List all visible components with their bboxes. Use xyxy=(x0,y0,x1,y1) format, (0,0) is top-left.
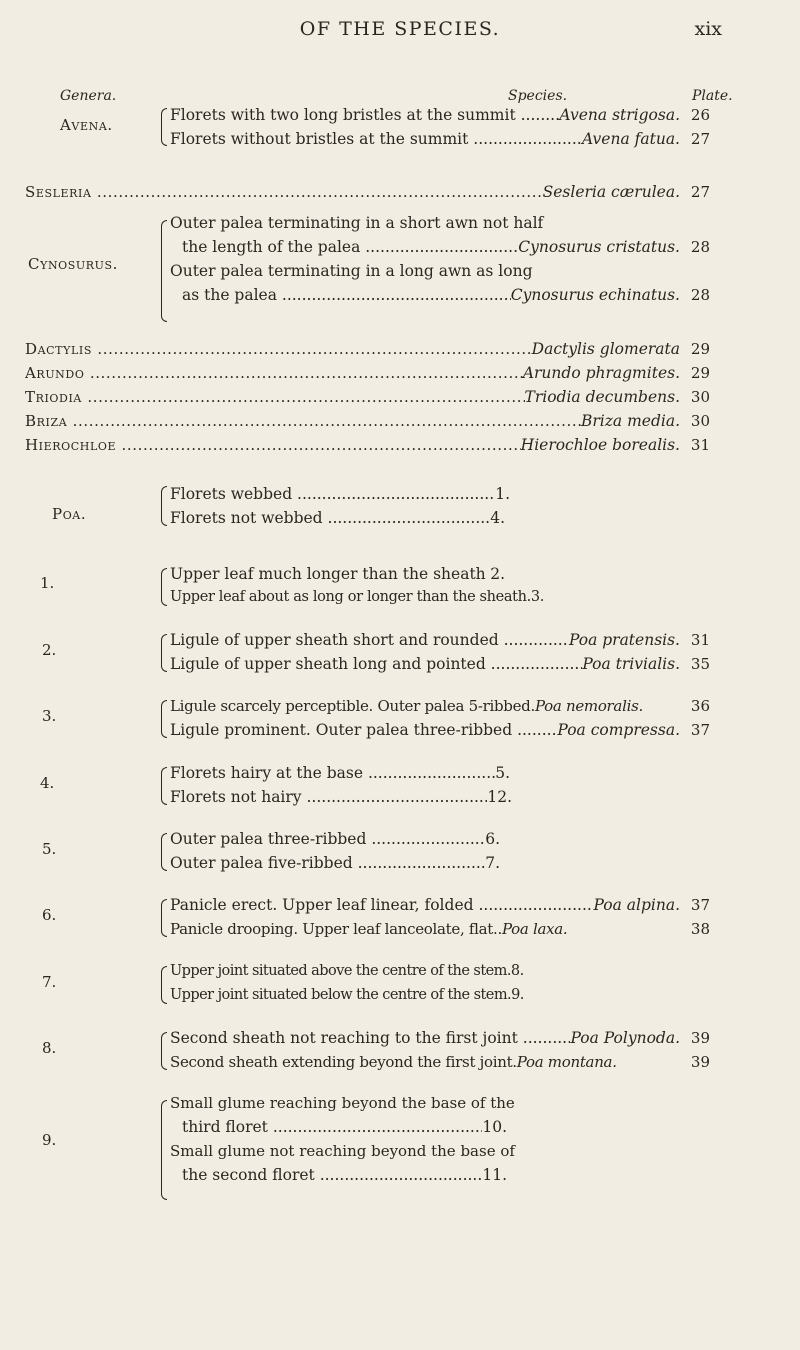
plate-number: 30 xyxy=(690,388,710,406)
plate-number: 27 xyxy=(690,183,710,201)
brace xyxy=(161,700,167,738)
running-head: OF THE SPECIES. xyxy=(299,18,501,40)
key-text: Small glume reaching beyond the base of the xyxy=(170,1094,515,1112)
key-row: Outer palea five-ribbed ..... 7. xyxy=(170,854,500,872)
plate-number: 27 xyxy=(690,130,710,148)
brace xyxy=(161,1032,167,1070)
key-row: Florets not hairy ..... 12. xyxy=(170,788,512,806)
couplet-number: 9. xyxy=(42,1131,57,1149)
key-row: Panicle drooping. Upper leaf lanceolate, flat..Poa laxa. xyxy=(170,920,568,938)
key-row: Upper leaf about as long or longer than the sheath.3. xyxy=(170,589,545,605)
plate-number: 30 xyxy=(690,412,710,430)
key-row: Upper leaf much longer than the sheath ..... 2. xyxy=(170,565,505,583)
plate-number: 37 xyxy=(690,721,710,739)
genus-row-arundo: Arundo ..... Arundo phragmites. xyxy=(25,364,680,382)
key-row: Florets webbed ..... 1. xyxy=(170,485,510,503)
couplet-number: 8. xyxy=(42,1039,57,1057)
plate-number: 31 xyxy=(690,436,710,454)
key-row: Ligule prominent. Outer palea three-ribbed ..... Poa compressa. xyxy=(170,721,680,739)
key-row: third floret ..... 10. xyxy=(182,1118,507,1136)
brace xyxy=(161,767,167,805)
key-row: Upper joint situated above the centre of the stem.8. xyxy=(170,963,524,979)
brace xyxy=(161,568,167,606)
genus-row-hierochloe: Hierochloe ..... Hierochloe borealis. xyxy=(25,436,680,454)
column-head-plate: Plate. xyxy=(692,88,733,104)
key-row: Second sheath extending beyond the first joint.Poa montana. xyxy=(170,1053,617,1071)
brace xyxy=(161,634,167,672)
couplet-number: 6. xyxy=(42,906,57,924)
column-head-genera: Genera. xyxy=(60,88,117,104)
key-row: Florets with two long bristles at the summit ..... Avena strigosa. xyxy=(170,106,680,124)
key-row: the length of the palea ..... Cynosurus cristatus. xyxy=(182,238,680,256)
brace xyxy=(161,220,167,322)
plate-number: 28 xyxy=(690,238,710,256)
key-text: Small glume not reaching beyond the base of xyxy=(170,1142,515,1160)
plate-number: 26 xyxy=(690,106,710,124)
key-row: Florets without bristles at the summit ..... Avena fatua. xyxy=(170,130,680,148)
couplet-number: 3. xyxy=(42,707,57,725)
couplet-number: 7. xyxy=(42,973,57,991)
plate-number: 29 xyxy=(690,340,710,358)
genus-row-dactylis: Dactylis ..... Dactylis glomerata xyxy=(25,340,680,358)
plate-number: 36 xyxy=(690,697,710,715)
brace xyxy=(161,108,167,146)
brace xyxy=(161,966,167,1004)
genus-avena: Avena. xyxy=(60,116,113,134)
couplet-number: 1. xyxy=(40,574,55,592)
plate-number: 28 xyxy=(690,286,710,304)
key-row: Outer palea three-ribbed ..... 6. xyxy=(170,830,500,848)
key-row: the second floret ..... 11. xyxy=(182,1166,507,1184)
page-number: xix xyxy=(694,18,722,40)
column-head-species: Species. xyxy=(508,88,568,104)
key-text: Outer palea terminating in a short awn not half xyxy=(170,214,544,232)
genus-cynosurus: Cynosurus. xyxy=(28,255,119,273)
genus-poa: Poa. xyxy=(52,505,87,523)
genus-row-briza: Briza ..... Briza media. xyxy=(25,412,680,430)
key-row: Florets hairy at the base ..... 5. xyxy=(170,764,510,782)
key-row: Ligule of upper sheath short and rounded ..... Poa pratensis. xyxy=(170,631,680,649)
brace xyxy=(161,899,167,937)
key-row: Second sheath not reaching to the first joint ..... Poa Polynoda. xyxy=(170,1029,680,1047)
key-row: Upper joint situated below the centre of the stem.9. xyxy=(170,987,524,1003)
couplet-number: 4. xyxy=(40,774,55,792)
plate-number: 39 xyxy=(690,1053,710,1071)
key-text: Outer palea terminating in a long awn as long xyxy=(170,262,533,280)
brace xyxy=(161,486,167,526)
key-row: Ligule scarcely perceptible. Outer palea 5-ribbed.Poa nemoralis. xyxy=(170,697,643,715)
key-row: Florets not webbed ..... 4. xyxy=(170,509,505,527)
brace xyxy=(161,833,167,871)
key-row: Ligule of upper sheath long and pointed ..... Poa trivialis. xyxy=(170,655,680,673)
plate-number: 31 xyxy=(690,631,710,649)
genus-row-sesleria: Sesleria ..... Sesleria cærulea. xyxy=(25,183,680,201)
plate-number: 29 xyxy=(690,364,710,382)
brace xyxy=(161,1100,167,1200)
genus-row-triodia: Triodia ..... Triodia decumbens. xyxy=(25,388,680,406)
plate-number: 39 xyxy=(690,1029,710,1047)
plate-number: 37 xyxy=(690,896,710,914)
couplet-number: 5. xyxy=(42,840,57,858)
key-row: Panicle erect. Upper leaf linear, folded ..... Poa alpina. xyxy=(170,896,680,914)
plate-number: 38 xyxy=(690,920,710,938)
couplet-number: 2. xyxy=(42,641,57,659)
plate-number: 35 xyxy=(690,655,710,673)
key-row: as the palea ..... Cynosurus echinatus. xyxy=(182,286,680,304)
